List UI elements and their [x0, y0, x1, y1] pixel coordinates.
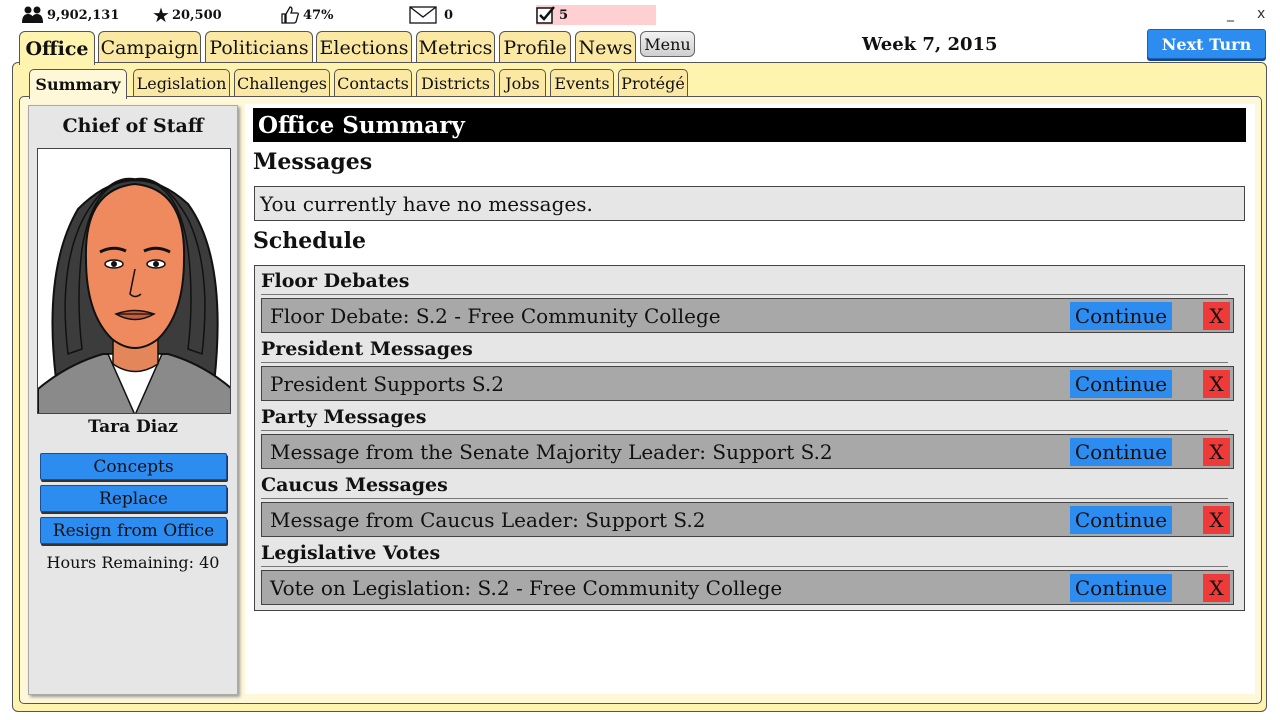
subtab-challenges[interactable]: Challenges: [234, 69, 330, 97]
continue-button[interactable]: Continue: [1070, 302, 1172, 330]
schedule-item: [261, 570, 1234, 605]
population-value: 9,902,131: [47, 7, 120, 23]
thumbs-up-icon: [280, 5, 300, 25]
subtab-jobs[interactable]: Jobs: [499, 69, 546, 97]
category-president-messages: President Messages: [261, 335, 1228, 363]
dismiss-button[interactable]: X: [1203, 506, 1230, 534]
tab-politicians[interactable]: Politicians: [205, 31, 313, 63]
category-party-messages: Party Messages: [261, 403, 1228, 431]
schedule-item-text: Vote on Legislation: S.2 - Free Community College: [270, 575, 783, 600]
messages-heading: Messages: [253, 149, 373, 175]
week-label: Week 7, 2015: [862, 34, 998, 55]
tab-campaign[interactable]: Campaign: [98, 31, 201, 63]
stars-value: 20,500: [171, 7, 222, 23]
category-floor-debates: Floor Debates: [261, 267, 1228, 295]
schedule-item-text: Floor Debate: S.2 - Free Community College: [270, 303, 721, 328]
concepts-button[interactable]: Concepts: [40, 453, 227, 480]
schedule-item-text: President Supports S.2: [270, 371, 504, 396]
mail-stat[interactable]: [409, 5, 453, 25]
close-window-button[interactable]: x: [1257, 6, 1266, 22]
star-icon: ★: [152, 3, 170, 27]
hours-remaining: Hours Remaining: 40: [46, 553, 220, 572]
continue-button[interactable]: Continue: [1070, 438, 1172, 466]
page-title: Office Summary: [253, 108, 1246, 142]
dismiss-button[interactable]: X: [1203, 370, 1230, 398]
subtab-summary[interactable]: Summary: [29, 69, 127, 99]
tab-metrics[interactable]: Metrics: [416, 31, 495, 63]
schedule-item-text: Message from Caucus Leader: Support S.2: [270, 507, 706, 532]
tab-office[interactable]: Office: [19, 31, 95, 65]
approval-stat: [280, 5, 333, 25]
dismiss-button[interactable]: X: [1203, 302, 1230, 330]
mail-count: 0: [444, 7, 454, 23]
schedule-item: [261, 298, 1234, 333]
tab-news[interactable]: News: [575, 31, 636, 63]
office-summary: [245, 104, 1255, 694]
chief-of-staff-heading: Chief of Staff: [62, 115, 204, 137]
subtab-events[interactable]: Events: [550, 69, 614, 97]
staff-portrait: [37, 148, 231, 414]
population-stat: [22, 5, 119, 25]
schedule-list: [254, 265, 1245, 611]
dismiss-button[interactable]: X: [1203, 574, 1230, 602]
checkbox-icon: [536, 5, 556, 25]
messages-box: You currently have no messages.: [254, 186, 1245, 221]
resign-from-office-button[interactable]: Resign from Office: [40, 517, 227, 544]
category-caucus-messages: Caucus Messages: [261, 471, 1228, 499]
continue-button[interactable]: Continue: [1070, 506, 1172, 534]
schedule-item: [261, 502, 1234, 537]
tab-profile[interactable]: Profile: [499, 31, 571, 63]
schedule-item: [261, 366, 1234, 401]
continue-button[interactable]: Continue: [1070, 370, 1172, 398]
schedule-item-text: Message from the Senate Majority Leader: Support S.2: [270, 439, 833, 464]
portrait-illustration: [38, 149, 231, 414]
stars-stat: [152, 5, 222, 25]
staff-name: Tara Diaz: [88, 417, 178, 437]
tab-elections[interactable]: Elections: [316, 31, 412, 63]
subtab-districts[interactable]: Districts: [416, 69, 495, 97]
tasks-count: 5: [559, 7, 569, 23]
dismiss-button[interactable]: X: [1203, 438, 1230, 466]
subtab-legislation[interactable]: Legislation: [133, 69, 230, 97]
people-icon: [22, 6, 44, 24]
chief-of-staff-panel: [28, 105, 238, 695]
minimize-button[interactable]: _: [1227, 6, 1234, 22]
status-bar: [0, 0, 1280, 30]
tasks-stat[interactable]: [536, 5, 656, 25]
envelope-icon: [409, 6, 437, 24]
continue-button[interactable]: Continue: [1070, 574, 1172, 602]
category-legislative-votes: Legislative Votes: [261, 539, 1228, 567]
next-turn-button[interactable]: Next Turn: [1147, 29, 1266, 59]
subtab-protege[interactable]: Protégé: [618, 69, 688, 97]
subtab-contacts[interactable]: Contacts: [334, 69, 412, 97]
schedule-heading: Schedule: [253, 228, 367, 254]
replace-button[interactable]: Replace: [40, 485, 227, 512]
menu-button[interactable]: Menu: [640, 31, 695, 57]
approval-value: 47%: [303, 7, 334, 23]
schedule-item: [261, 434, 1234, 469]
